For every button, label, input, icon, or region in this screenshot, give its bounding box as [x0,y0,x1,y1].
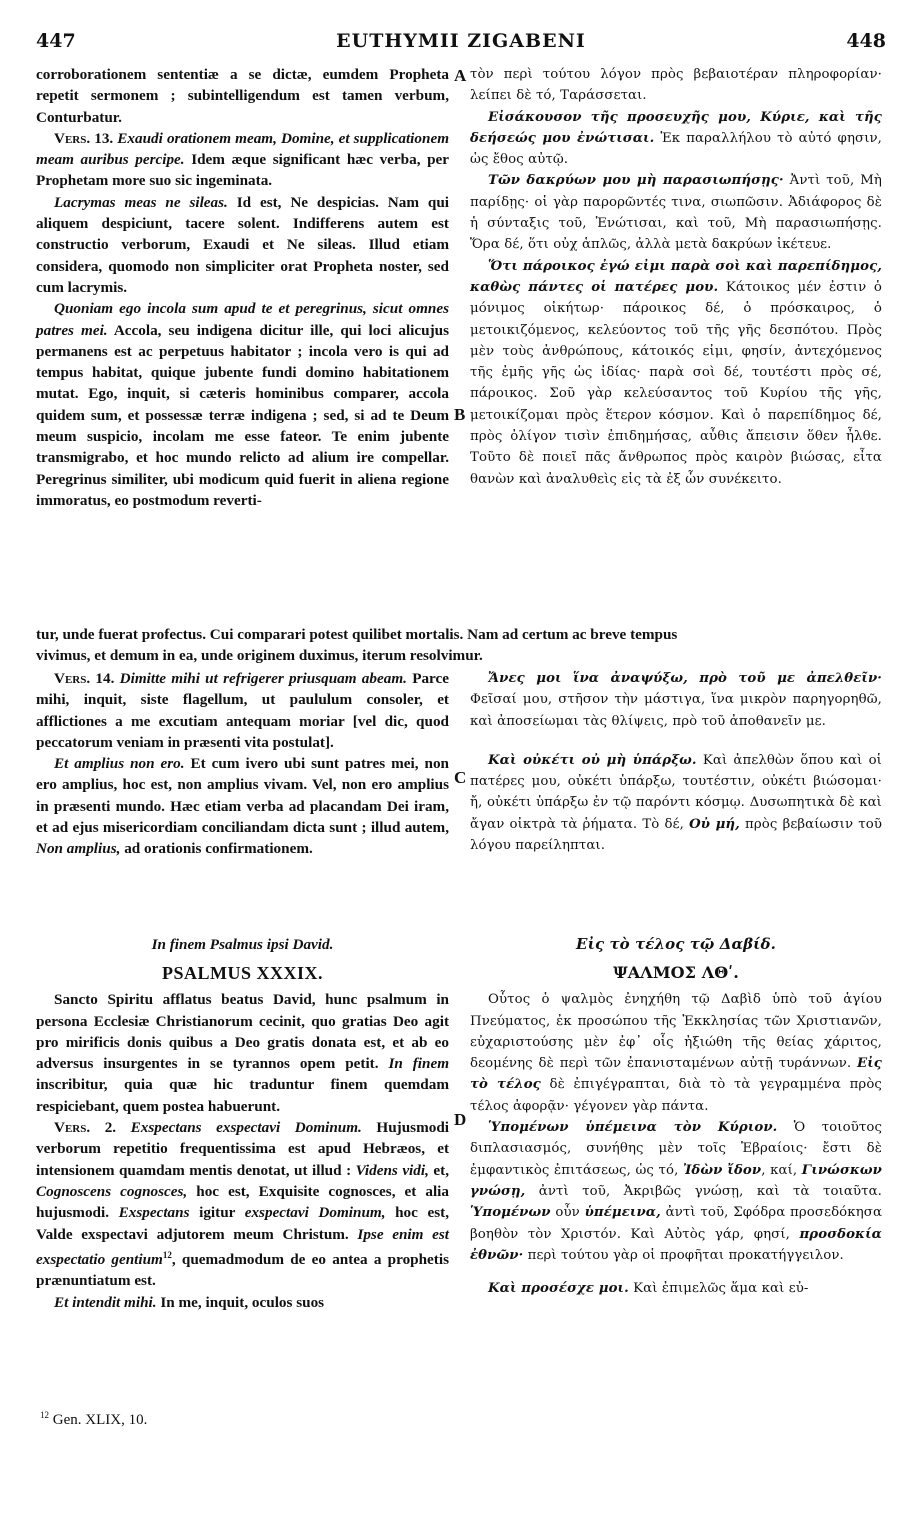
latin-paragraph: Sancto Spiritu afflatus beatus David, hunc psalmum in persona Ecclesiæ Christianorum cecinit, quo gratias Deo agit pro mirificis donis quibus a Deo gratis donata est, et ab eo adversus insurgentes in se tyrannos opem petit. In finem inscribitur, quia quæ hic traduntur finem quemdam respiciebant, quem postea habuerunt. [36,991,450,1115]
latin-column-3 [36,934,449,1313]
margin-letter-c: C [454,768,467,787]
page-number-right: 448 [846,30,886,52]
latin-paragraph: Et amplius non ero. Et cum ivero ubi sunt patres mei, non ero amplius, hoc est, non amplius vivam. Vel, non ero amplius in præsenti mundo. Hæc etiam verba ad placandam Dei iram, et ad ejus misericordiam conciliandam dicta sunt ; illud autem, Non amplius, ad orationis confirmationem. [36,755,449,858]
page-header [36,30,886,58]
latin-paragraph: Vers. 13. Exaudi orationem meam, Domine, et supplicationem meam auribus percipe. Idem æque significant hæc verba, per Prophetam more suo sic ingeminata. [36,129,450,190]
greek-column-3 [470,934,882,1299]
footnote [40,1410,147,1429]
footnote-reference: 12 [162,1249,172,1260]
latin-paragraph: Vers. 14. Dimitte mihi ut refrigerer priusquam abeam. Parce mihi, inquit, siste flagellum, ut paululum consoler, et afflictiones a me excutiam antequam moriar [vel dic, quod peccatorum veniam in præsenti vita postulat]. [36,670,450,751]
greek-paragraph: Καὶ προσέσχε μοι. Καὶ ἐπιμελῶς ἅμα καὶ εὐ- [488,1281,809,1297]
greek-column-1 [470,64,882,490]
margin-letter-b: B [454,405,466,424]
greek-paragraph: Εἰσάκουσον τῆς προσευχῆς μου, Κύριε, καὶ τῆς δεήσεώς μου ἐνώτισαι. Ἐκ παραλλήλου τὸ αὐτό φησιν, ὡς ἔθος αὐτῷ. [470,109,883,168]
margin-letter-a: A [454,66,467,85]
footnote-text: Gen. XLIX, 10. [52,1412,148,1428]
psalm-heading-latin: In finem Psalmus ipsi David. [151,936,334,953]
greek-paragraph: τὸν περὶ τούτου λόγον πρὸς βεβαιοτέραν πληροφορίαν· λείπει δὲ τό, Ταράσσεται. [470,67,882,104]
latin-paragraph: Quoniam ego incola sum apud te et peregrinus, sicut omnes patres mei. Accola, seu indigena dicitur ille, qui loci alicujus permanens est ac perpetuus habitator ; incola vero is qui ad tempus habitat, quique jubente fundi domino habitationem mutat. Ego, inquit, si cæteris hominibus comparer, accola quidem sum, et possessæ terræ indigena ; sed, si ad te Deum meum suspicio, incolam me esse fateor. Te enim jubente transmigrabo, et hoc mundo relicto ad alium ire compellar. Peregrinus similiter, ubi modicum quid fuerit in aliena regione immoratus, eo postmodum reverti- [36,300,449,509]
psalm-title-greek: ΨΑΛΜΟΣ ΛΘʹ. [613,963,739,983]
greek-paragraph: Οὗτος ὁ ψαλμὸς ἐνηχήθη τῷ Δαβὶδ ὑπὸ τοῦ ἁγίου Πνεύματος, ἐκ προσώπου τῆς Ἐκκλησίας τῶν Χριστιανῶν, εὐχαριστούσης μὲν ἐφ᾽ οἷς ἠξιώθη τῆς θείας χάριτος, δεομένης δὲ περὶ τῶν ἐπανισταμένων αὐτῇ τυράννων. Εἰς τὸ τέλος δὲ ἐπιγέγραπται, διὰ τὸ τὰ γεγραμμένα πρὸς τέλος ἀφορᾷν· γέγονεν γὰρ πάντα. [470,992,882,1114]
running-head: EUTHYMII ZIGABENI [336,30,586,52]
greek-paragraph: Ὑπομένων ὑπέμεινα τὸν Κύριον. Ὁ τοιοῦτος διπλασιασμός, συνήθης μὲν τοῖς Ἑβραίοις· ἔστι δὲ ἐμφαντικὸς ἐπιτάσεως, ὡς τό, Ἰδὼν ἴδον, καί, Γινώσκων γνώσῃ, ἀντὶ τοῦ, Ἀκριβῶς γνώσῃ, καὶ τὰ τοιαῦτα. Ὑπομένων οὖν ὑπέμεινα, ἀντὶ τοῦ, Σφόδρα προσεδόκησα βοηθὸν τὸν Χριστόν. Καὶ Αὐτὸς γάρ, φησί, προσδοκία ἐθνῶν· περὶ τούτου γὰρ οἱ προφῆται προκατήγγειλον. [470,1120,883,1263]
page-number-left: 447 [36,30,76,52]
latin-paragraph: Lacrymas meas ne sileas. Id est, Ne despicias. Nam qui aliquem despiciunt, tacere solent. Indifferens autem est constructio verborum, Exaudi et Ne sileas. Illud etiam considera, quomodo non simpliciter orat Propheta noster, sed cum lacrymis. [36,193,449,296]
margin-letter-d: D [454,1110,467,1129]
full-width-line: tur, unde fuerat profectus. Cui comparari potest quilibet mortalis. Nam ad certum ac breve tempus [36,626,678,643]
greek-paragraph: Καὶ οὐκέτι οὐ μὴ ὑπάρξω. Καὶ ἀπελθὼν ὅπου καὶ οἱ πατέρες μου, οὐκέτι ὑπάρξω, τουτέστιν, οὐκέτι βιώσομαι· ἤ, οὐκέτι ὑπάρξω ἐν τῷ παρόντι κόσμῳ. Δυσωπητικὰ δὲ καὶ ἄγαν οἰκτρὰ τὰ ῥήματα. Τὸ δέ, Οὐ μή, πρὸς βεβαίωσιν τοῦ λόγου παρείληπται. [470,752,882,854]
greek-paragraph: Τῶν δακρύων μου μὴ παρασιωπήσῃς· Ἀντὶ τοῦ, Μὴ παρίδῃς· οἱ γὰρ παρορῶντές τινα, σιωπῶσιν. Ἀδιάφορος δὲ ἡ σύνταξις τοῦ, Ἐνώτισαι, καὶ τοῦ, Μὴ παρασιωπήσῃς. Ὅρα δέ, ὅτι οὐχ ἁπλῶς, ἀλλὰ μετὰ δακρύων ἱκέτευε. [470,173,882,253]
latin-column-2 [36,668,449,860]
footnote-number: 12 [40,1410,49,1420]
greek-paragraph: Ὅτι πάροικος ἐγώ εἰμι παρὰ σοὶ καὶ παρεπίδημος, καθὼς πάντες οἱ πατέρες μου. Κάτοικος μέν ἐστιν ὁ μόνιμος οἰκήτωρ· πάροικος δέ, ὁ πρόσκαιρος, ὁ μετοικιζόμενος, κελεύοντος τοῦ τῆς γῆς δεσπότου. Πρὸς μὲν τοὺς ἀνθρώπους, κάτοικός εἰμι, φησίν, ἀντεχόμενος τῆς ἐμῆς γῆς ὡς ἰδίας· παρὰ σοὶ δέ, τουτέστι πρὸς σέ, πάροικος. Σοῦ γὰρ κελεύσαντος τοῦ Κυρίου τῆς γῆς, μετοικίζομαι πρὸς ἕτερον κόσμον. Καὶ ὁ παρεπίδημος δέ, πρὸς ὀλίγον τισὶν ἐπιδημήσας, αὖθις ἄπεισιν ὅθεν ἦλθε. Τοῦτο δὲ ποιεῖ πᾶς ἄνθρωπος πρὸς καιρὸν βιώσας, εἶτα θανὼν καὶ ἀναλυθεὶς εἰς τὰ ἐξ ὧν συνέκειτο. [470,258,882,487]
greek-paragraph: Ἄνες μοι ἵνα ἀναψύξω, πρὸ τοῦ με ἀπελθεῖν· Φεῖσαί μου, στῆσον τὴν μάστιγα, ἵνα μικρὸν παρηγορηθῶ, καὶ ἀποσείωμαι τὰς θλίψεις, πρὸ τοῦ ἀποθανεῖν με. [470,671,882,729]
psalm-heading-greek: Εἰς τὸ τέλος τῷ Δαβίδ. [576,935,776,953]
latin-paragraph: corroborationem sententiæ a se dictæ, eumdem Propheta repetit sermonem ; subintelligendum est tamen verbum, Conturbatur. [36,66,449,126]
latin-paragraph: Et intendit mihi. In me, inquit, oculos suos [54,1293,325,1311]
full-width-line: vivimus, et demum in ea, unde originem duximus, iterum resolvimur. [36,647,483,665]
full-width-text [36,624,882,667]
greek-column-2 [470,668,882,856]
psalm-title-latin: PSALMUS XXXIX. [161,963,323,984]
latin-paragraph: Vers. 2. Exspectans exspectavi Dominum. Hujusmodi verborum repetitio frequentissima est apud Hebræos, et intensionem quamdam mentis denotat, ut illud : Videns vidi, et, Cognoscens cognosces, hoc est, Exquisite cognosces, et alia hujusmodi. Exspectans igitur exspectavi Dominum, hoc est, Valde exspectavi adjutorem meum Christum. Ipse enim est exspectatio gentium$^{12}$, quemadmodum de eo antea a prophetis prænuntiatum est. [36,1119,450,1290]
latin-column-1 [36,64,449,511]
